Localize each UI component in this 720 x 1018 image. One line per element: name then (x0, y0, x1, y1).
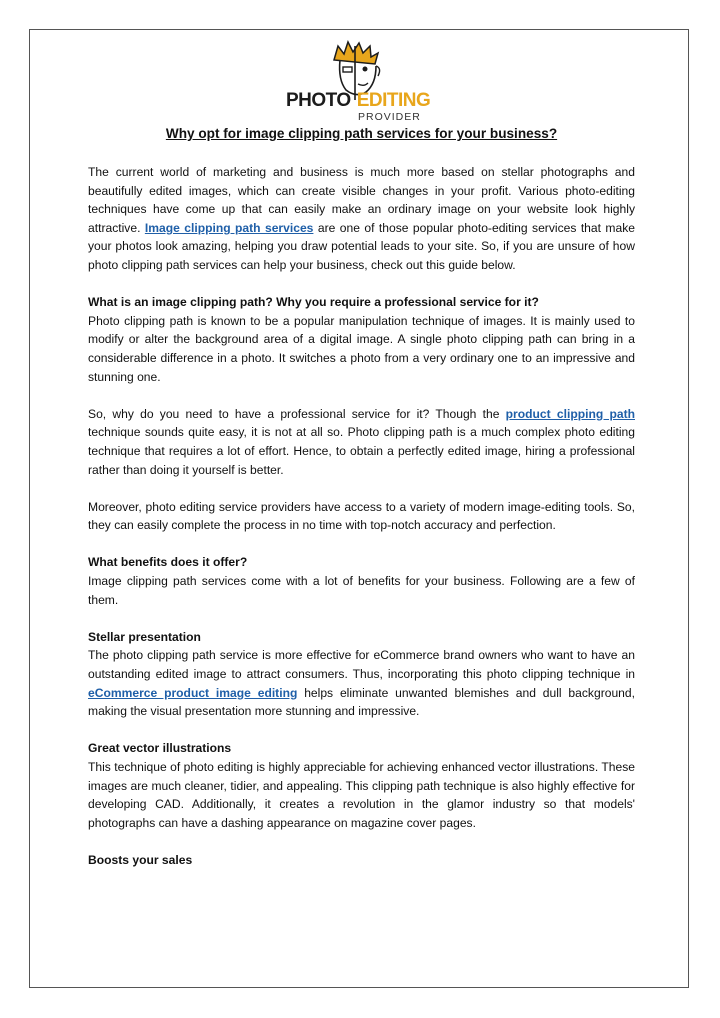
section-body: Image clipping path services come with a lot of benefits for your business. Following are a few of them. (88, 574, 635, 607)
section-heading: Great vector illustrations (88, 741, 232, 756)
section-benefits (88, 553, 635, 609)
ecommerce-product-image-editing-link[interactable]: eCommerce product image editing (88, 685, 298, 700)
section-heading: What benefits does it offer? (88, 555, 248, 570)
section-heading: Boosts your sales (88, 852, 193, 867)
section-body: This technique of photo editing is highly appreciable for achieving enhanced vector illustrations. These images are much cleaner, tidier, and appealing. This clipping path technique is also highly effective for developing CAD. Additionally, it creates a revolution in the glamor industry so that models' photographs can have a dashing appearance on magazine cover pages. (88, 760, 635, 830)
logo-word-provider: PROVIDER (358, 111, 421, 123)
section-boosts-sales (88, 851, 635, 870)
section-why-professional (88, 405, 635, 479)
logo-word-photo: PHOTO (286, 90, 351, 111)
photo-editing-provider-logo (286, 40, 436, 124)
product-clipping-path-link[interactable]: product clipping path (505, 406, 635, 421)
section-body: Photo clipping path is known to be a popular manipulation technique of images. It is mainly used to modify or alter the background area of a digital image. A single photo clipping path can bring in a considerable difference in a photo. It switches a photo from a very ordinary one to an impressive and stunning one. (88, 313, 635, 384)
section-tools (88, 498, 635, 535)
intro-text-before: The current world of marketing and business is much more based on stellar photographs and beautifully edited images, which can create visible changes in your profit. Various photo-editing techniques have come up that can easily make an ordinary image on your website look highly attractive. (88, 165, 635, 235)
section-body: Moreover, photo editing service providers have access to a variety of modern image-editing tools. So, they can easily complete the process in no time with top-notch accuracy and perfection. (88, 499, 635, 533)
document-title: Why opt for image clipping path services for your business? (165, 126, 558, 141)
section-what-is-clipping-path (88, 293, 635, 386)
intro-paragraph (88, 163, 635, 275)
section-heading: Stellar presentation (88, 629, 201, 644)
section-vector-illustrations (88, 739, 635, 832)
section-text-before: So, why do you need to have a professional service for it? Though the (88, 406, 506, 421)
document-body (88, 124, 635, 888)
logo-word-editing: EDITING (356, 90, 431, 111)
section-text-before: The photo clipping path service is more effective for eCommerce brand owners who want to have an outstanding edited image to attract consumers. Thus, incorporating this photo clipping technique in (88, 648, 635, 682)
image-clipping-path-services-link[interactable]: Image clipping path services (144, 220, 314, 235)
section-text-after: helps eliminate unwanted blemishes and dull background, making the visual presentation more stunning and impressive. (88, 685, 635, 719)
section-text-after: technique sounds quite easy, it is not at all so. Photo clipping path is a much complex photo editing technique that requires a lot of effort. Hence, to obtain a perfectly edited image, hiring a professional rather than doing it yourself is better. (88, 425, 635, 477)
logo-wordmark (286, 90, 430, 112)
section-heading: What is an image clipping path? Why you require a professional service for it? (88, 295, 539, 310)
section-stellar-presentation (88, 628, 635, 721)
intro-text-after: are one of those popular photo-editing services that make your photos look amazing, helping you draw potential leads to your site. So, if you are unsure of how photo clipping path services can help your business, check out this guide below. (88, 220, 635, 272)
